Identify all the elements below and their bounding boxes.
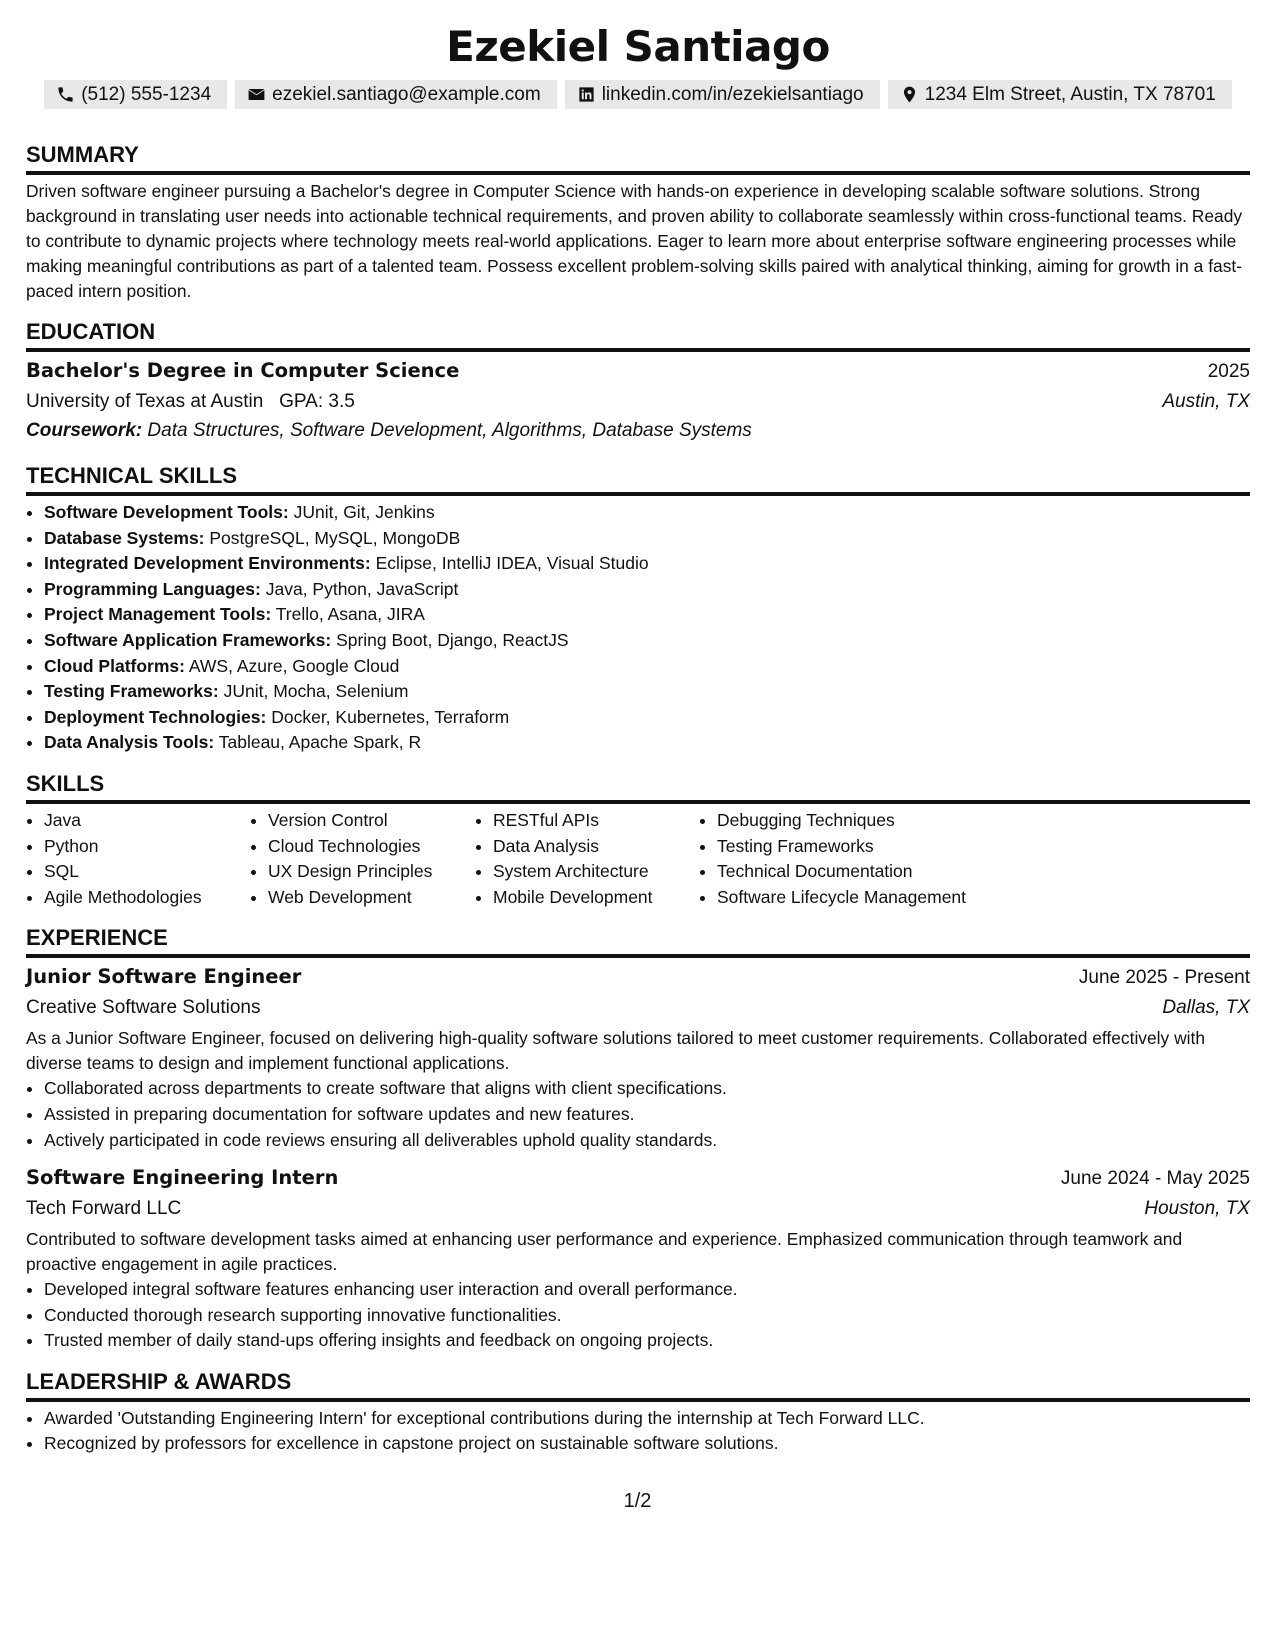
list-item: • Trusted member of daily stand-ups offering insights and feedback on ongoing projects. — [44, 1328, 1250, 1354]
skill-value: Trello, Asana, JIRA — [275, 604, 425, 625]
section-title: SKILLS — [26, 770, 1250, 804]
list-item: • SQL — [44, 859, 250, 885]
skills-section — [26, 770, 1250, 910]
list-item: • Version Control — [268, 808, 475, 834]
list-item: • Software Lifecycle Management — [717, 885, 1017, 911]
resume-page — [26, 18, 1250, 1457]
job-header — [26, 1163, 1250, 1194]
list-item: • Actively participated in code reviews ensuring all deliverables uphold quality standards. — [44, 1128, 1250, 1154]
list-item: • Mobile Development — [493, 885, 699, 911]
job-title: Software Engineering Intern — [26, 1166, 339, 1190]
job-entry — [26, 962, 1250, 1153]
skill-label: Data Analysis Tools: — [44, 732, 215, 753]
phone-icon — [56, 85, 75, 104]
list-item: • Testing Frameworks — [717, 834, 1017, 860]
skill-label: Software Application Frameworks: — [44, 629, 332, 650]
job-company-row — [26, 993, 1250, 1022]
list-item — [44, 526, 1250, 552]
list-item: • Python — [44, 834, 250, 860]
education-section — [26, 318, 1250, 446]
contact-phone[interactable] — [44, 80, 227, 109]
skill-value: JUnit, Mocha, Selenium — [223, 681, 409, 702]
list-item: • Data Analysis — [493, 834, 699, 860]
summary-text: Driven software engineer pursuing a Bachelor's degree in Computer Science with hands-on experience in developing scalable software solutions. Strong background in translating user needs into actionable technical requirements, and proven ability to collaborate seamlessly within cross-functional teams. Ready to contribute to dynamic projects where technology meets real-world applications. Eager to learn more about enterprise software engineering processes while making meaningful contributions as part of a talented team. Possess excellent problem-solving skills paired with analytical thinking, aiming for growth in a fast-paced intern position. — [26, 181, 1243, 301]
job-description: Contributed to software development tasks aimed at enhancing user performance and experience. Emphasized communication through teamwork and proactive engagement in agile practices. — [26, 1229, 1183, 1275]
skill-value: AWS, Azure, Google Cloud — [188, 655, 400, 676]
section-title: SUMMARY — [26, 141, 1250, 175]
experience-section — [26, 924, 1250, 1354]
section-title: TECHNICAL SKILLS — [26, 462, 1250, 496]
skill-label: Software Development Tools: — [44, 502, 289, 522]
list-item: • Debugging Techniques — [717, 808, 1017, 834]
company-name: Tech Forward LLC — [26, 1198, 182, 1220]
map-pin-icon — [900, 85, 919, 104]
list-item: • Assisted in preparing documentation for software updates and new features. — [44, 1102, 1250, 1128]
linkedin-icon — [577, 85, 596, 104]
list-item — [44, 679, 1250, 705]
graduation-year: 2025 — [1207, 361, 1250, 382]
gpa: GPA: 3.5 — [279, 391, 355, 412]
contact-bar — [26, 80, 1250, 109]
leadership-section — [26, 1368, 1250, 1457]
summary-section — [26, 141, 1250, 304]
skill-label: Testing Frameworks: — [44, 681, 219, 702]
envelope-icon — [247, 85, 266, 104]
job-bullets — [26, 1277, 1250, 1354]
list-item — [44, 654, 1250, 680]
candidate-name: Ezekiel Santiago — [446, 22, 830, 71]
list-item — [44, 705, 1250, 731]
skill-value: Docker, Kubernetes, Terraform — [271, 706, 510, 727]
job-dates: June 2025 - Present — [1078, 967, 1250, 989]
phone-text: (512) 555-1234 — [81, 83, 212, 105]
job-title: Junior Software Engineer — [26, 965, 302, 989]
job-bullets — [26, 1076, 1250, 1153]
technical-skills-list — [26, 500, 1250, 756]
section-title: LEADERSHIP & AWARDS — [26, 1368, 1250, 1402]
page-number: 1/2 — [623, 1490, 652, 1512]
section-title: EXPERIENCE — [26, 924, 1250, 958]
linkedin-text: linkedin.com/in/ezekielsantiago — [601, 83, 864, 105]
list-item: • Technical Documentation — [717, 859, 1017, 885]
job-entry — [26, 1163, 1250, 1354]
address-text: 1234 Elm Street, Austin, TX 78701 — [924, 83, 1216, 105]
list-item: • Agile Methodologies — [44, 885, 250, 911]
list-item: • Developed integral software features enhancing user interaction and overall performance. — [44, 1277, 1250, 1303]
job-location: Dallas, TX — [1162, 997, 1250, 1019]
job-location: Houston, TX — [1144, 1198, 1250, 1220]
skill-label: Deployment Technologies: — [44, 706, 267, 727]
list-item — [44, 628, 1250, 654]
skill-label: Cloud Platforms: — [44, 655, 185, 676]
email-text: ezekiel.santiago@example.com — [272, 83, 541, 105]
coursework-list: Data Structures, Software Development, Algorithms, Database Systems — [147, 420, 752, 441]
school-location: Austin, TX — [1162, 391, 1250, 412]
education-school-row — [26, 387, 1250, 416]
list-item — [44, 577, 1250, 603]
school-name: University of Texas at Austin — [26, 391, 264, 412]
skill-label: Programming Languages: — [44, 578, 261, 599]
skill-value: Java, Python, JavaScript — [265, 578, 459, 599]
skill-value: PostgreSQL, MySQL, MongoDB — [209, 527, 461, 548]
coursework — [26, 416, 1250, 446]
school — [26, 387, 355, 416]
job-header — [26, 962, 1250, 993]
job-company-row — [26, 1194, 1250, 1223]
leadership-list — [26, 1406, 1250, 1457]
list-item: • Collaborated across departments to create software that aligns with client specifications. — [44, 1076, 1250, 1102]
company-name: Creative Software Solutions — [26, 997, 261, 1019]
list-item: • Cloud Technologies — [268, 834, 475, 860]
job-dates: June 2024 - May 2025 — [1060, 1168, 1250, 1190]
list-item: • Conducted thorough research supporting innovative functionalities. — [44, 1303, 1250, 1329]
skill-label: Database Systems: — [44, 527, 205, 548]
education-header — [26, 356, 1250, 387]
list-item: • RESTful APIs — [493, 808, 699, 834]
list-item — [44, 602, 1250, 628]
degree: Bachelor's Degree in Computer Science — [26, 359, 460, 382]
skill-value: JUnit, Git, Jenkins — [293, 502, 435, 522]
skills-column — [475, 808, 699, 910]
list-item: • Web Development — [268, 885, 475, 911]
skills-column — [26, 808, 250, 910]
technical-skills-section — [26, 462, 1250, 756]
contact-linkedin[interactable] — [565, 80, 880, 109]
list-item: • Awarded 'Outstanding Engineering Intern' for exceptional contributions during the internship at Tech Forward LLC. — [44, 1406, 1250, 1432]
skill-value: Spring Boot, Django, ReactJS — [336, 629, 569, 650]
skill-value: Eclipse, IntelliJ IDEA, Visual Studio — [375, 553, 649, 574]
skills-column — [699, 808, 1017, 910]
skills-grid — [26, 808, 1250, 910]
coursework-label: Coursework: — [26, 420, 143, 441]
list-item: • UX Design Principles — [268, 859, 475, 885]
list-item — [44, 500, 1250, 526]
contact-email[interactable] — [235, 80, 557, 109]
list-item: • Java — [44, 808, 250, 834]
skills-column — [250, 808, 475, 910]
list-item — [44, 551, 1250, 577]
skill-label: Project Management Tools: — [44, 604, 272, 625]
skill-value: Tableau, Apache Spark, R — [218, 732, 422, 753]
skill-label: Integrated Development Environments: — [44, 553, 371, 574]
contact-address — [888, 80, 1232, 109]
job-description: As a Junior Software Engineer, focused on delivering high-quality software solutions tailored to meet customer requirements. Collaborated effectively with diverse teams to design and implement functional applications. — [26, 1028, 1205, 1074]
section-title: EDUCATION — [26, 318, 1250, 352]
list-item: • System Architecture — [493, 859, 699, 885]
list-item — [44, 730, 1250, 756]
list-item: • Recognized by professors for excellence in capstone project on sustainable software solutions. — [44, 1431, 1250, 1457]
